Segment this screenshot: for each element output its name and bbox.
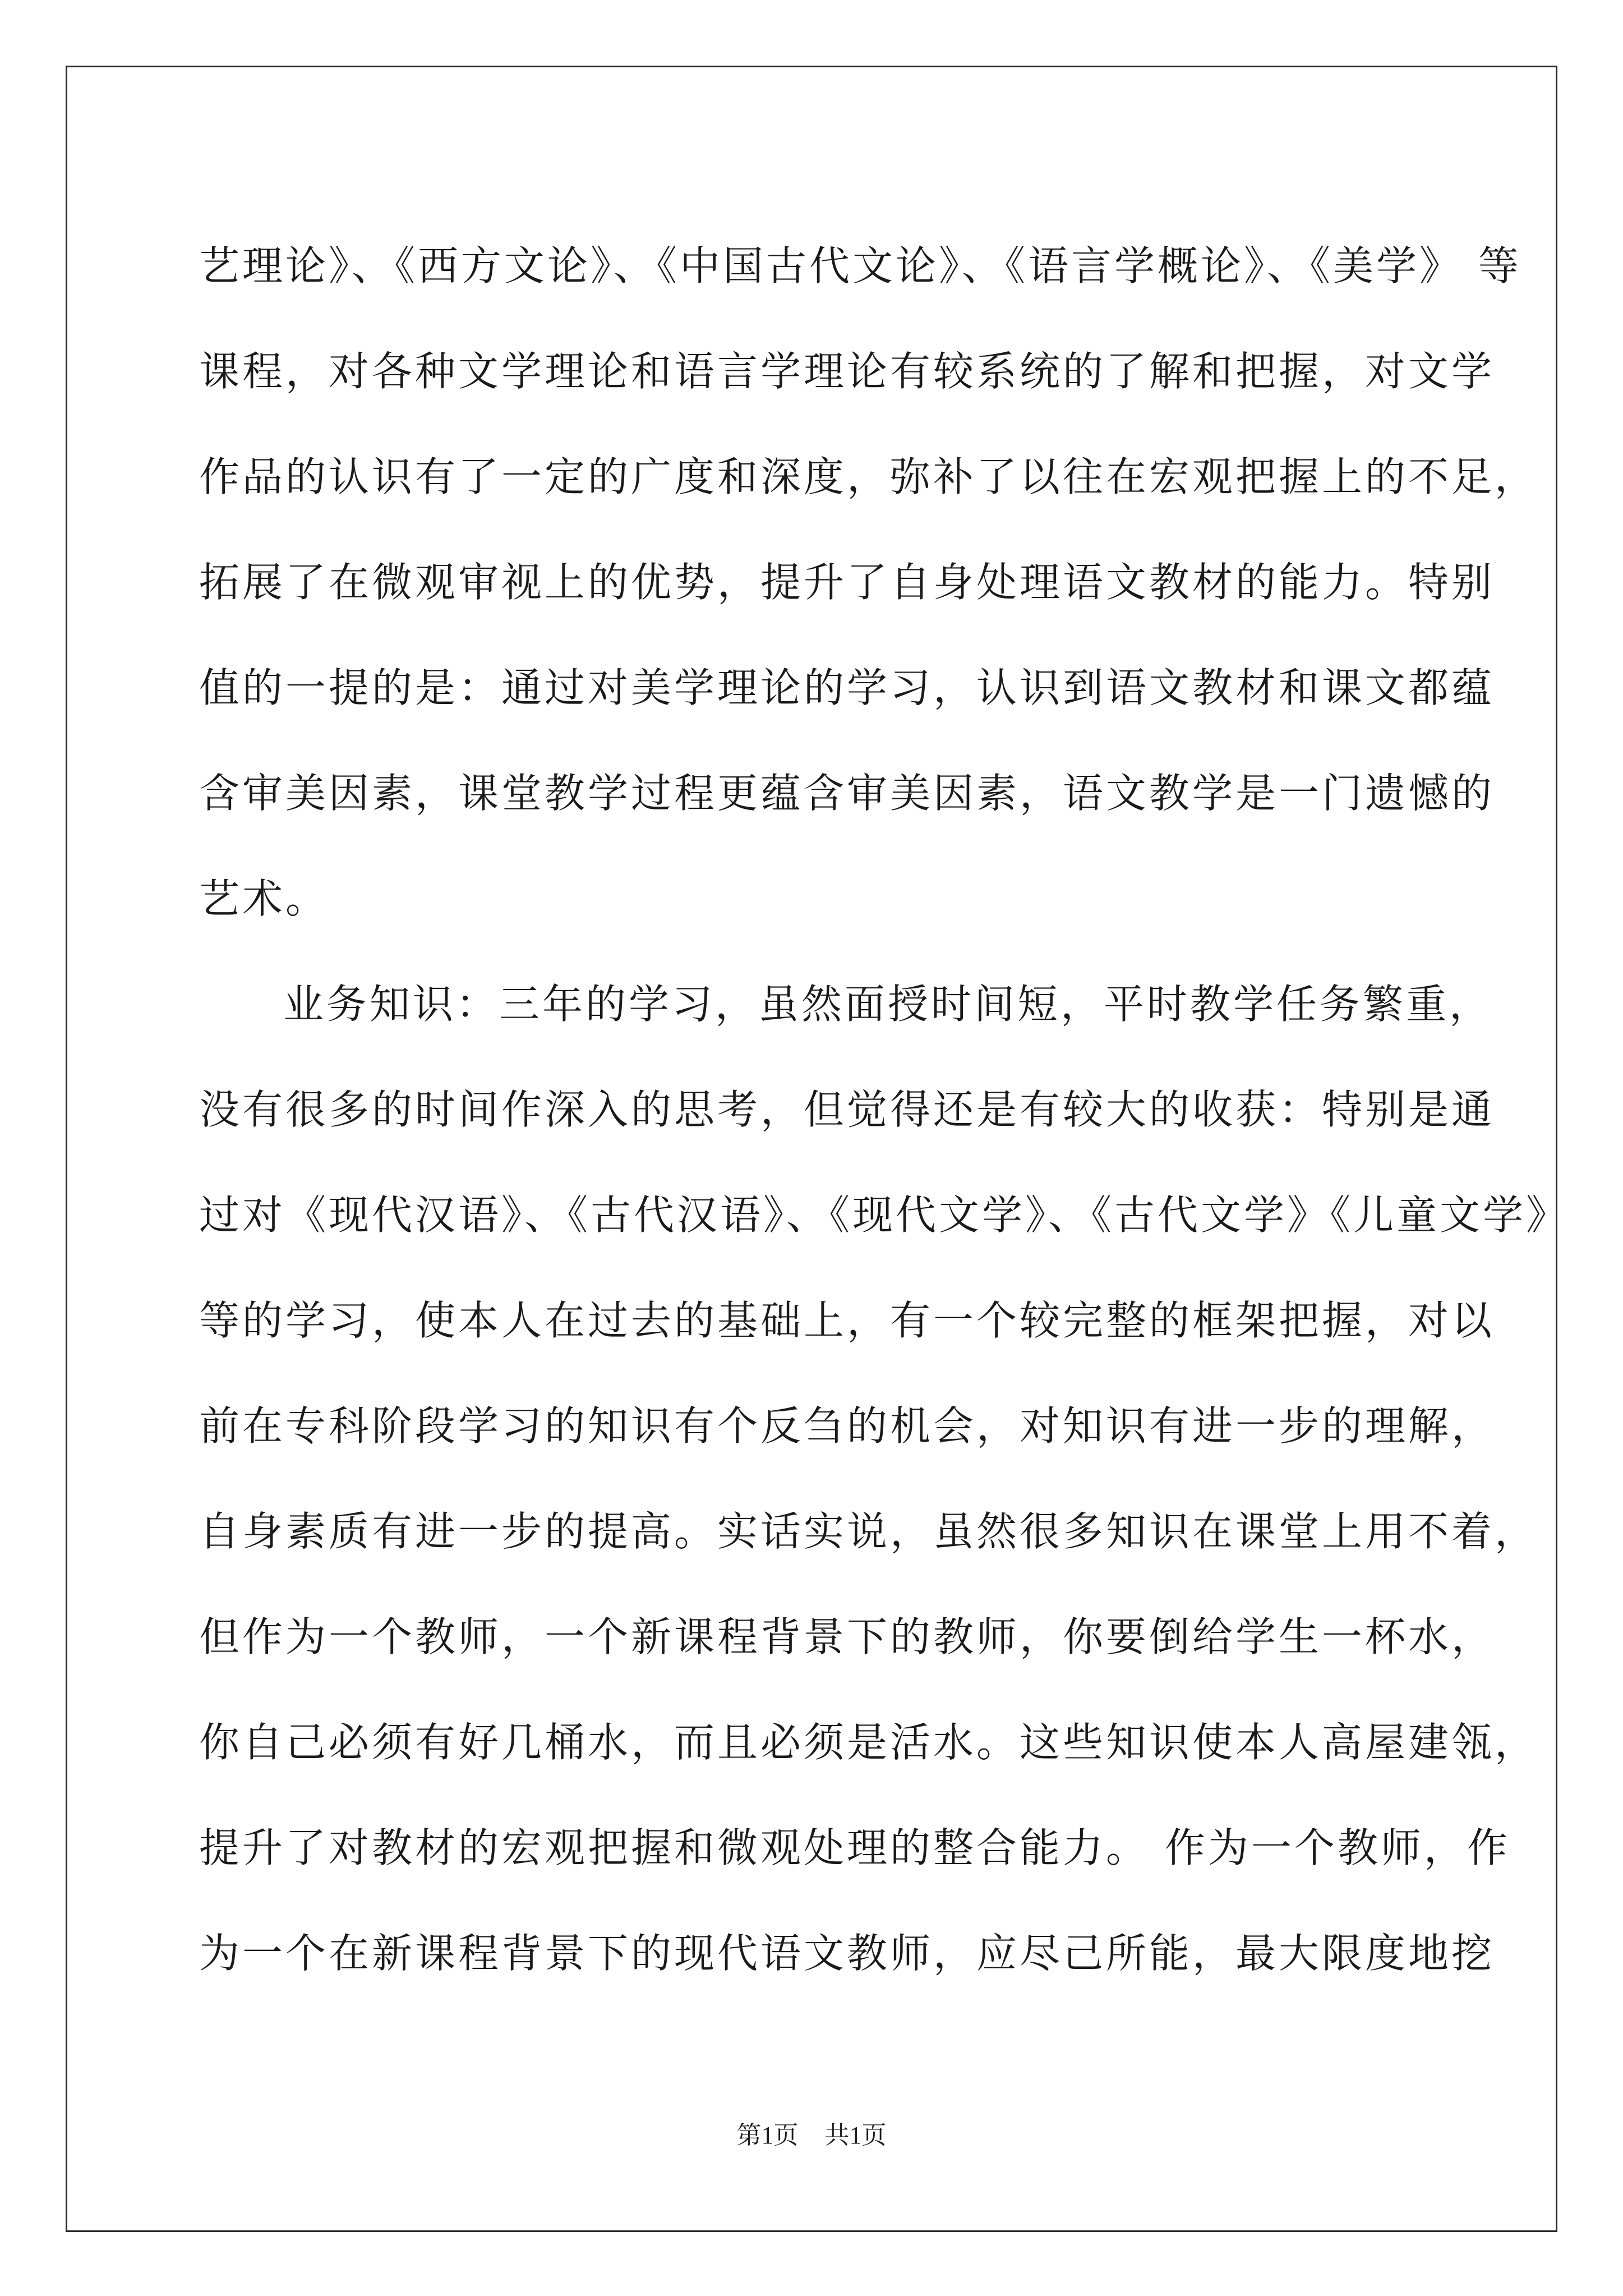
text-line: 含审美因素，课堂教学过程更蕴含审美因素，语文教学是一门遗憾的 — [199, 770, 1495, 817]
text-line: 没有很多的时间作深入的思考，但觉得还是有较大的收获：特别是通 — [199, 1086, 1495, 1133]
text-line: 但作为一个教师，一个新课程背景下的教师，你要倒给学生一杯水， — [199, 1613, 1495, 1660]
document-body — [199, 213, 1570, 2006]
text-line: 艺理论》、《西方文论》、《中国古代文论》、《语言学概论》、《美学》 等 — [199, 242, 1521, 289]
page-number: 第1页 — [736, 2122, 799, 2149]
text-line: 提升了对教材的宏观把握和微观处理的整合能力。 作为一个教师，作 — [199, 1824, 1510, 1871]
text-line: 等的学习，使本人在过去的基础上，有一个较完整的框架把握，对以 — [199, 1297, 1495, 1344]
text-line: 值的一提的是：通过对美学理论的学习，认识到语文教材和课文都蕴 — [199, 664, 1495, 711]
text-line: 自身素质有进一步的提高。实话实说，虽然很多知识在课堂上用不着， — [199, 1508, 1538, 1555]
text-line: 过对《现代汉语》、《古代汉语》、《现代文学》、《古代文学》《儿童文学》 — [199, 1191, 1570, 1239]
text-line: 艺术。 — [199, 875, 329, 922]
text-line: 你自己必须有好几桶水，而且必须是活水。这些知识使本人高屋建瓴， — [199, 1719, 1538, 1766]
text-line: 为一个在新课程背景下的现代语文教师，应尽己所能，最大限度地挖 — [199, 1930, 1495, 1977]
text-line: 作品的认识有了一定的广度和深度，弥补了以往在宏观把握上的不足， — [199, 453, 1538, 500]
paragraph-start-line: 业务知识：三年的学习，虽然面授时间短，平时教学任务繁重， — [283, 981, 1493, 1028]
page-total: 共1页 — [824, 2122, 887, 2149]
page-footer — [0, 2115, 1623, 2151]
text-line: 课程，对各种文学理论和语言学理论有较系统的了解和把握，对文学 — [199, 348, 1495, 395]
text-line: 前在专科阶段学习的知识有个反刍的机会，对知识有进一步的理解， — [199, 1402, 1495, 1450]
text-line: 拓展了在微观审视上的优势，提升了自身处理语文教材的能力。特别 — [199, 559, 1495, 606]
